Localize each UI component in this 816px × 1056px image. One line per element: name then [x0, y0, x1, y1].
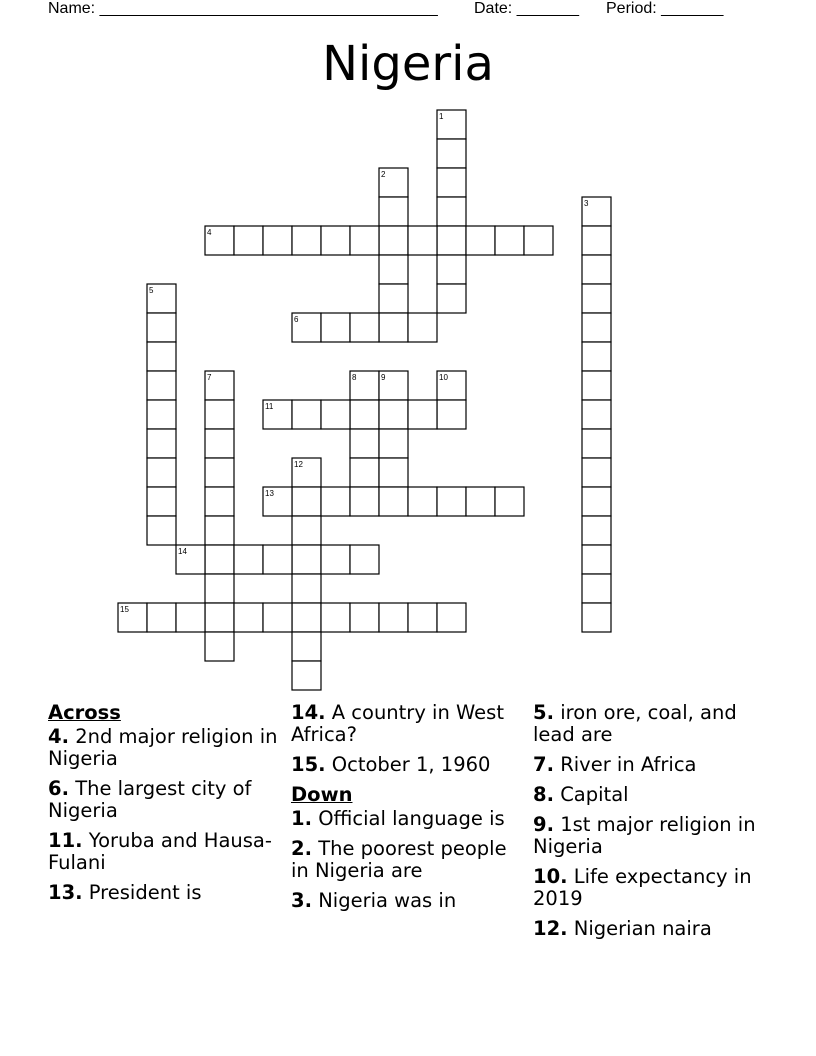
grid-cell[interactable]	[524, 226, 553, 255]
grid-cell[interactable]	[379, 603, 408, 632]
grid-cell[interactable]	[292, 226, 321, 255]
grid-cell[interactable]	[147, 371, 176, 400]
grid-cell[interactable]	[147, 400, 176, 429]
grid-cell[interactable]	[437, 603, 466, 632]
clue-down-9: 9. 1st major religion in Nigeria	[533, 813, 756, 858]
grid-cell[interactable]	[292, 545, 321, 574]
grid-cell[interactable]	[437, 197, 466, 226]
grid-cell[interactable]	[437, 487, 466, 516]
cell-number: 6	[294, 315, 299, 324]
cell-number: 11	[265, 402, 274, 411]
grid-cell[interactable]	[292, 574, 321, 603]
grid-cell[interactable]	[582, 487, 611, 516]
grid-cell[interactable]	[205, 632, 234, 661]
grid-cell[interactable]	[147, 487, 176, 516]
grid-cell[interactable]	[205, 603, 234, 632]
clue-column-1	[48, 702, 278, 912]
grid-cell[interactable]	[321, 603, 350, 632]
grid-cell[interactable]	[379, 284, 408, 313]
grid-cell[interactable]	[205, 545, 234, 574]
cell-number: 5	[149, 286, 154, 295]
clue-across-15: 15. October 1, 1960	[291, 753, 491, 776]
grid-cell[interactable]	[437, 284, 466, 313]
grid-cell[interactable]	[292, 516, 321, 545]
grid-cell[interactable]	[379, 197, 408, 226]
grid-cell[interactable]	[437, 226, 466, 255]
grid-cell[interactable]	[263, 226, 292, 255]
cell-number: 3	[584, 199, 589, 208]
grid-cell[interactable]	[379, 429, 408, 458]
cell-number: 10	[439, 373, 448, 382]
grid-cell[interactable]	[234, 545, 263, 574]
grid-cell[interactable]	[234, 603, 263, 632]
grid-cell[interactable]	[582, 400, 611, 429]
grid-cell[interactable]	[350, 603, 379, 632]
grid-cell[interactable]	[321, 545, 350, 574]
grid-cell[interactable]	[582, 313, 611, 342]
clue-down-10: 10. Life expectancy in 2019	[533, 865, 752, 910]
grid-cell[interactable]	[582, 284, 611, 313]
grid-cell[interactable]	[205, 516, 234, 545]
grid-cell[interactable]	[408, 400, 437, 429]
cell-number: 8	[352, 373, 357, 382]
grid-cell[interactable]	[379, 458, 408, 487]
grid-cell[interactable]	[582, 255, 611, 284]
grid-cell[interactable]	[263, 545, 292, 574]
clue-down-7: 7. River in Africa	[533, 753, 697, 776]
grid-cell[interactable]	[437, 139, 466, 168]
grid-cell[interactable]	[321, 487, 350, 516]
grid-cell[interactable]	[176, 603, 205, 632]
grid-cell[interactable]	[234, 226, 263, 255]
cell-number: 7	[207, 373, 212, 382]
clue-across-14: 14. A country in West Africa?	[291, 701, 504, 746]
grid-cell[interactable]	[582, 371, 611, 400]
grid-cell[interactable]	[437, 400, 466, 429]
grid-cell[interactable]	[350, 400, 379, 429]
grid-cell[interactable]	[350, 487, 379, 516]
grid-cell[interactable]	[582, 458, 611, 487]
grid-cell[interactable]	[350, 545, 379, 574]
grid-cell[interactable]	[408, 313, 437, 342]
grid-cell[interactable]	[321, 226, 350, 255]
clue-down-3: 3. Nigeria was in	[291, 889, 457, 912]
grid-cell[interactable]	[147, 458, 176, 487]
grid-cell[interactable]	[147, 313, 176, 342]
grid-cell[interactable]	[582, 516, 611, 545]
grid-cell[interactable]	[408, 226, 437, 255]
grid-cell[interactable]	[408, 603, 437, 632]
page-title: Nigeria	[322, 36, 494, 92]
clue-across-13: 13. President is	[48, 881, 202, 904]
grid-cell[interactable]	[379, 487, 408, 516]
grid-cell[interactable]	[292, 400, 321, 429]
grid-cell[interactable]	[205, 429, 234, 458]
down-heading: Down	[291, 783, 353, 806]
grid-cell[interactable]	[582, 603, 611, 632]
clue-column-3	[533, 702, 763, 948]
clue-down-2: 2. The poorest people in Nigeria are	[291, 837, 507, 882]
clue-column-2	[291, 702, 527, 920]
across-heading: Across	[48, 701, 121, 724]
grid-cell[interactable]	[379, 255, 408, 284]
grid-cell[interactable]	[205, 458, 234, 487]
grid-cell[interactable]	[582, 545, 611, 574]
grid-cell[interactable]	[263, 603, 292, 632]
grid-cell[interactable]	[582, 226, 611, 255]
grid-cell[interactable]	[437, 168, 466, 197]
grid-cell[interactable]	[582, 429, 611, 458]
grid-cell[interactable]	[292, 661, 321, 690]
grid-cell[interactable]	[292, 603, 321, 632]
grid-cell[interactable]	[205, 400, 234, 429]
grid-cell[interactable]	[437, 255, 466, 284]
grid-cell[interactable]	[466, 226, 495, 255]
grid-cell[interactable]	[350, 313, 379, 342]
grid-cell[interactable]	[350, 458, 379, 487]
cell-number: 9	[381, 373, 386, 382]
grid-cell[interactable]	[205, 574, 234, 603]
grid-cell[interactable]	[321, 313, 350, 342]
cell-number: 12	[294, 460, 303, 469]
cell-number: 15	[120, 605, 129, 614]
grid-cell[interactable]	[582, 574, 611, 603]
grid-cell[interactable]	[582, 342, 611, 371]
grid-cell[interactable]	[292, 487, 321, 516]
grid-cell[interactable]	[350, 226, 379, 255]
grid-cell[interactable]	[408, 487, 437, 516]
cell-number: 13	[265, 489, 274, 498]
cell-number: 14	[178, 547, 187, 556]
grid-cell[interactable]	[147, 516, 176, 545]
cell-number: 4	[207, 228, 212, 237]
grid-cell[interactable]	[147, 429, 176, 458]
grid-cell[interactable]	[147, 342, 176, 371]
name-field: Name: ______________________________________	[48, 0, 438, 17]
grid-cell[interactable]	[292, 632, 321, 661]
date-field: Date: _______	[474, 0, 579, 17]
clue-across-11: 11. Yoruba and Hausa-Fulani	[48, 829, 272, 874]
clue-down-1: 1. Official language is	[291, 807, 505, 830]
grid-cell[interactable]	[379, 226, 408, 255]
cell-number: 1	[439, 112, 444, 121]
clue-down-8: 8. Capital	[533, 783, 629, 806]
grid-cell[interactable]	[379, 400, 408, 429]
grid-cell[interactable]	[205, 487, 234, 516]
clue-across-6: 6. The largest city of Nigeria	[48, 777, 252, 822]
clue-across-4: 4. 2nd major religion in Nigeria	[48, 725, 278, 770]
grid-cell[interactable]	[379, 313, 408, 342]
grid-cell[interactable]	[466, 487, 495, 516]
grid-cell[interactable]	[350, 429, 379, 458]
grid-cell[interactable]	[495, 487, 524, 516]
clue-down-5: 5. iron ore, coal, and lead are	[533, 701, 737, 746]
grid-cell[interactable]	[495, 226, 524, 255]
cell-number: 2	[381, 170, 386, 179]
period-field: Period: _______	[606, 0, 724, 17]
grid-cell[interactable]	[147, 603, 176, 632]
clue-down-12: 12. Nigerian naira	[533, 917, 712, 940]
grid-cell[interactable]	[321, 400, 350, 429]
